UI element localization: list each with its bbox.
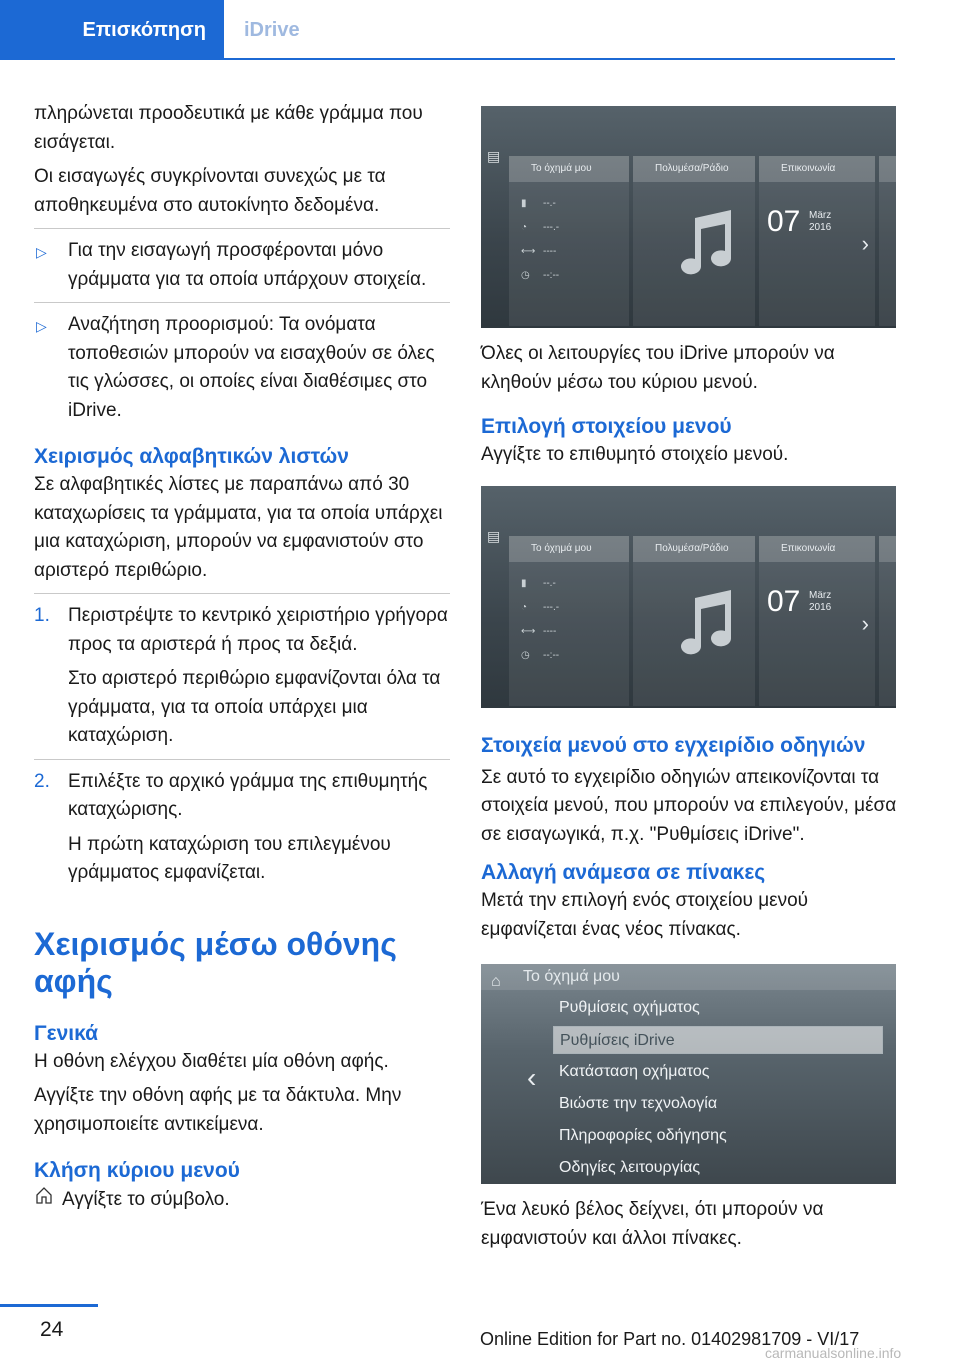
submenu-header: Το όχημά μου (481, 964, 896, 990)
tile-title: Πολυμέσα/Ράδιο (633, 156, 755, 182)
divider (34, 593, 450, 594)
heading-general: Γενικά (34, 1021, 99, 1045)
step-text: Επιλέξτε το αρχικό γράμμα της επιθυμητής καταχώρισης. (68, 770, 428, 820)
right-column (481, 106, 897, 1259)
fuel-icon: ▮ (521, 577, 527, 589)
tile-title: Επικοινωνία (759, 156, 875, 182)
menu-item[interactable]: Κατάσταση οχήματος (559, 1063, 710, 1080)
step-subtext: Στο αριστερό περιθώριο εμφανίζονται όλα τα γράμματα, για τα οποία υπάρχει μια καταχώριση. (68, 668, 441, 746)
home-icon (34, 1185, 62, 1215)
tile-my-vehicle: Το όχημά μου ▮ --.- ◔ ---.- ⟷ ---- ◷ --:-- (509, 156, 629, 326)
step-item (34, 602, 450, 751)
divider (34, 759, 450, 760)
step-text: Περιστρέψτε το κεντρικό χειριστήριο γρήγορα προς τα αριστερά ή προς τα δεξιά. (68, 605, 448, 655)
music-note-icon (667, 584, 747, 664)
edition-text: Online Edition for Part no. 01402981709 - VI/17 (480, 1329, 860, 1349)
tile-partial (879, 536, 896, 706)
fuel-icon: ▮ (521, 198, 527, 209)
list-item-text: Αναζήτηση προορισμού: Τα ονόματα τοποθεσιών μπορούν να εισαχθούν σε όλες τις γλώσσες, οι οποίες είναι διαθέσιμες στο iDrive. (68, 314, 435, 421)
triangle-bullet-icon: ▷ (36, 318, 47, 334)
tile-title: Το όχημά μου (509, 156, 629, 182)
step-subtext: Η πρώτη καταχώριση του επιλεγμένου γράμματος εμφανίζεται. (68, 833, 391, 883)
music-note-icon (667, 204, 747, 284)
menu-item[interactable]: Βιώστε την τεχνολογία (559, 1095, 718, 1112)
chevron-right-icon: › (861, 610, 869, 636)
page-number: 24 (40, 1318, 64, 1341)
heading-menu-items-in-manual: Στοιχεία μενού στο εγχειρίδιο οδηγιών (481, 733, 866, 757)
list-item (34, 237, 450, 294)
range-icon: ⟷ (521, 246, 536, 257)
footer-accent-line (0, 1304, 98, 1307)
tile-multimedia (633, 156, 755, 326)
menu-grid-icon: ▤ (487, 527, 501, 544)
idrive-main-menu-screenshot-2 (481, 486, 896, 708)
date-day: 07 (767, 205, 801, 238)
heading-select-menu-item: Επιλογή στοιχείου μενού (481, 415, 732, 438)
paragraph: Σε αυτό το εγχειρίδιο οδηγιών απεικονίζονται τα στοιχεία μενού, που μπορούν να επιλεγούν, μέσα σε εισαγωγικά, π.χ. "Ρυθμίσεις iDrive". (481, 766, 897, 845)
clock-icon: ◷ (521, 270, 530, 281)
divider (34, 228, 450, 229)
range-icon: ⟷ (521, 625, 536, 637)
tile-partial (879, 156, 896, 326)
paragraph: Οι εισαγωγές συγκρίνονται συνεχώς με τα αποθηκευμένα στο αυτοκίνητο δεδομένα. (34, 166, 386, 216)
date-day: 07 (767, 584, 801, 618)
tile-communication (759, 536, 875, 706)
chevron-left-icon: ‹ (527, 1062, 537, 1093)
paragraph: Σε αλφαβητικές λίστες με παραπάνω από 30 καταχωρίσεις τα γράμματα, για τα οποία υπάρχει μια καταχώριση, μπορούν να εμφανιστούν στο αριστερό περιθώριο. (34, 474, 443, 581)
menu-item[interactable]: Οδηγίες λειτουργίας (559, 1159, 701, 1176)
divider (34, 302, 450, 303)
paragraph: Αγγίξτε το επιθυμητό στοιχείο μενού. (481, 444, 789, 465)
heading-call-main-menu: Κλήση κύριου μενού (34, 1159, 240, 1182)
idrive-submenu-screenshot (481, 964, 896, 1184)
tile-my-vehicle: Το όχημά μου ▮ --.- ◔ ---.- ⟷ ---- ◷ --:-- (509, 536, 629, 706)
tile-title: Το όχημά μου (509, 536, 629, 562)
list-item (34, 311, 450, 425)
heading-alpha-lists: Χειρισμός αλφαβητικών λιστών (34, 445, 349, 468)
watermark: carmanualsonline.info (765, 1345, 902, 1361)
paragraph-with-icon (34, 1185, 450, 1215)
paragraph: Μετά την επιλογή ενός στοιχείου μενού εμφανίζεται ένας νέος πίνακας. (481, 890, 809, 940)
step-item (34, 768, 450, 888)
date-month-year: März 2016 (809, 589, 832, 613)
paragraph-text: Αγγίξτε το σύμβολο. (62, 1188, 230, 1210)
date-month-year: März 2016 (809, 210, 832, 233)
paragraph: Η οθόνη ελέγχου διαθέτει μία οθόνη αφής. (34, 1050, 389, 1072)
menu-grid-icon: ▤ (487, 148, 501, 164)
left-column (34, 100, 450, 1221)
step-number: 1. (34, 605, 50, 626)
idrive-main-menu-screenshot (481, 106, 896, 328)
menu-item-selected[interactable]: Ρυθμίσεις iDrive (553, 1026, 883, 1054)
chevron-right-icon: › (861, 231, 869, 256)
tile-title: Πολυμέσα/Ράδιο (633, 536, 755, 562)
heading-switch-panels: Αλλαγή ανάμεσα σε πίνακες (481, 861, 766, 884)
tab-idrive[interactable]: iDrive (224, 0, 895, 60)
menu-item[interactable]: Ρυθμίσεις οχήματος (559, 999, 700, 1016)
caption: Όλες οι λειτουργίες του iDrive μπορούν να κληθούν μέσω του κύριου μενού. (481, 343, 835, 393)
tile-multimedia (633, 536, 755, 706)
tile-communication (759, 156, 875, 326)
tile-title: Επικοινωνία (759, 536, 875, 562)
tab-overview[interactable]: Επισκόπηση (0, 0, 224, 60)
header-underline (224, 58, 895, 60)
home-icon: ⌂ (491, 973, 501, 990)
paragraph: Αγγίξτε την οθόνη αφής με τα δάκτυλα. Μην χρησιμοποιείτε αντικείμενα. (34, 1085, 402, 1135)
caption: Ένα λευκό βέλος δείχνει, ότι μπορούν να εμφανιστούν και άλλοι πίνακες. (481, 1199, 824, 1249)
menu-item[interactable]: Πληροφορίες οδήγησης (559, 1127, 727, 1144)
paragraph: πληρώνεται προοδευτικά με κάθε γράμμα που εισάγεται. (34, 103, 423, 153)
list-item-text: Για την εισαγωγή προσφέρονται μόνο γράμματα για τα οποία υπάρχουν στοιχεία. (68, 240, 427, 290)
page-header (0, 0, 895, 60)
step-number: 2. (34, 770, 50, 792)
clock-icon: ◷ (521, 649, 530, 661)
gauge-icon: ◔ (521, 601, 528, 613)
heading-touchscreen: Χειρισμός μέσω οθόνης αφής (34, 925, 397, 999)
triangle-bullet-icon: ▷ (36, 244, 47, 260)
gauge-icon: ◔ (521, 222, 528, 233)
